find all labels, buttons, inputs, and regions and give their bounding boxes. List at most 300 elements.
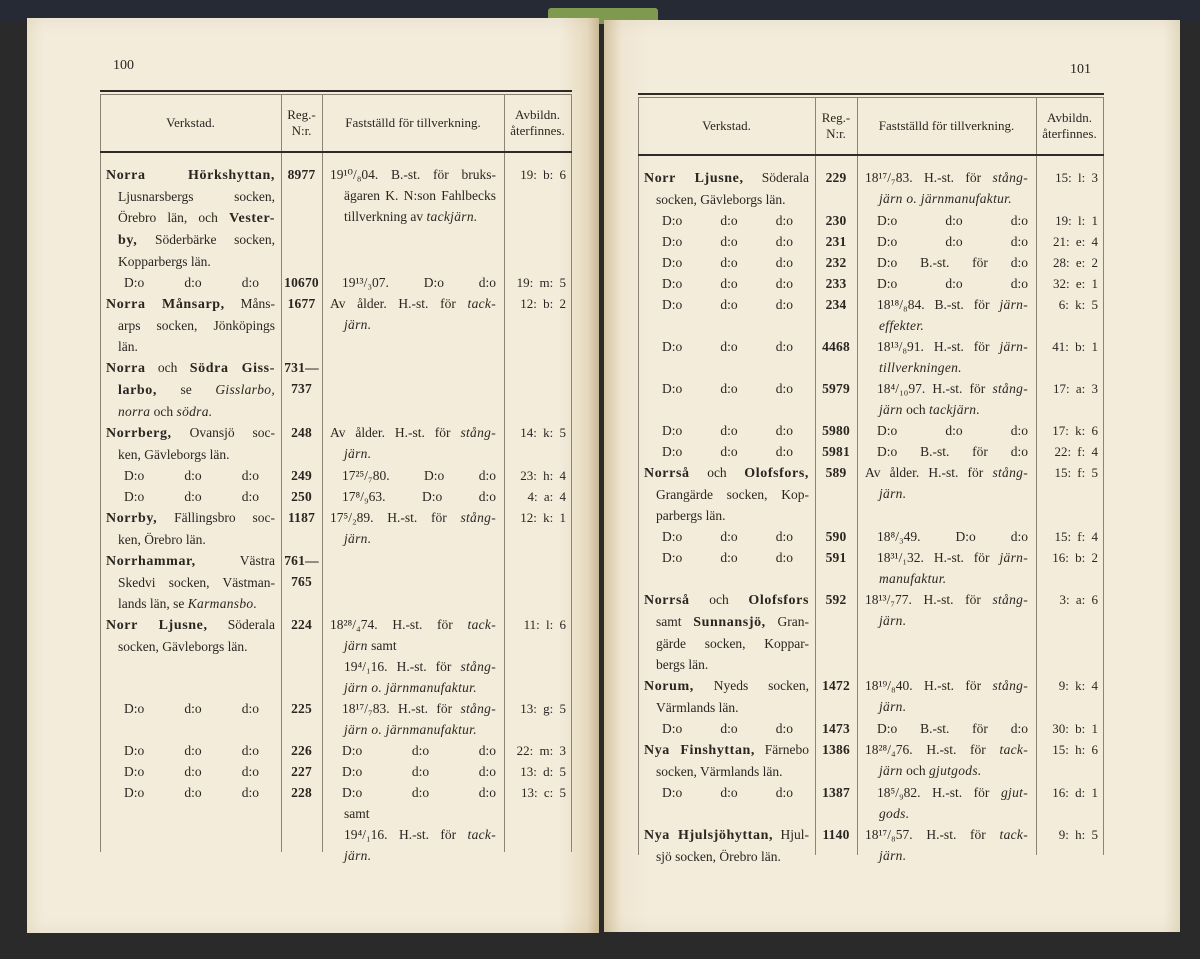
text-line: larbo, se Gisslarbo, bbox=[118, 382, 275, 398]
text-line: D:o d:o d:o bbox=[662, 529, 793, 544]
text-line: 19⁴/₁16. H.-st. för stång- bbox=[344, 659, 496, 674]
italic-text: stång- bbox=[460, 510, 496, 525]
text-line: D:o d:o d:o bbox=[662, 339, 793, 354]
cell-avbildn: 17: a: 3 bbox=[1053, 381, 1098, 396]
italic-text: stång- bbox=[992, 170, 1028, 185]
italic-text: tillverkningen. bbox=[879, 360, 962, 375]
cell-faststalld bbox=[857, 739, 1036, 782]
text-line bbox=[857, 845, 1036, 866]
text-line: 17⁸/₉63. D:o d:o bbox=[342, 489, 496, 504]
bold-name: Norra Hörkshyttan, bbox=[106, 168, 275, 183]
text-line: Norra Månsarp, Måns- bbox=[106, 296, 276, 312]
text-line: 18¹⁸/₈84. B.-st. för järn- bbox=[877, 297, 1028, 312]
text-line: 18¹³/₇77. H.-st. för stång- bbox=[865, 592, 1028, 607]
header-faststalld-label: Fastställd för tillverkning. bbox=[345, 115, 481, 130]
text-line: järn samt bbox=[344, 638, 397, 653]
cell-verkstad bbox=[100, 782, 281, 866]
reg-number: 5980 bbox=[822, 423, 850, 438]
cell-faststalld bbox=[857, 526, 1036, 547]
text-line bbox=[322, 443, 504, 464]
cell-reg-nr bbox=[815, 589, 857, 675]
italic-text: Karmansbo. bbox=[187, 596, 258, 611]
text-line: D:o B.-st. för d:o bbox=[877, 721, 1028, 736]
cell-avbildn: 21: e: 4 bbox=[1053, 234, 1098, 249]
italic-text: järn. bbox=[879, 613, 907, 628]
header-verkstad-label: Verkstad. bbox=[702, 118, 751, 133]
header-verkstad bbox=[638, 98, 815, 154]
cell-avbildn: 13: g: 5 bbox=[520, 701, 566, 716]
bold-name: Vester- bbox=[229, 211, 275, 226]
cell-reg-nr bbox=[815, 273, 857, 294]
table-row bbox=[638, 589, 1104, 675]
text-line: D:o d:o d:o bbox=[342, 764, 496, 779]
text-line: D:o d:o d:o bbox=[124, 468, 259, 483]
table-row bbox=[638, 462, 1104, 526]
reg-number: 761— bbox=[284, 553, 319, 568]
italic-text: järn. bbox=[344, 531, 372, 546]
cell-reg-nr bbox=[815, 231, 857, 252]
text-line: D:o d:o d:o bbox=[124, 743, 259, 758]
table-row bbox=[638, 210, 1104, 231]
bold-name: Norra bbox=[106, 361, 146, 376]
register-table bbox=[638, 93, 1104, 864]
cell-verkstad bbox=[638, 167, 815, 210]
cell-verkstad bbox=[638, 462, 815, 526]
cell-verkstad bbox=[638, 589, 815, 675]
italic-text: järn- bbox=[999, 297, 1028, 312]
cell-verkstad bbox=[100, 465, 281, 486]
cell-faststalld bbox=[322, 740, 504, 761]
text-line: socken, Värmlands län. bbox=[656, 764, 783, 779]
italic-text: gjut- bbox=[1001, 785, 1028, 800]
cell-avbildn: 15: f: 5 bbox=[1054, 465, 1098, 480]
bold-name: Norr Ljusne, bbox=[106, 618, 208, 633]
bold-name: Norr Ljusne, bbox=[644, 171, 744, 186]
cell-verkstad bbox=[100, 614, 281, 698]
cell-faststalld bbox=[857, 210, 1036, 231]
cell-verkstad bbox=[100, 761, 281, 782]
text-line bbox=[857, 610, 1036, 631]
bold-name: Sunnansjö, bbox=[693, 615, 766, 630]
cell-avbildn: 12: k: 1 bbox=[520, 510, 566, 525]
cell-reg-nr bbox=[281, 293, 322, 357]
text-line: D:o d:o d:o bbox=[877, 213, 1028, 228]
cell-faststalld bbox=[857, 294, 1036, 336]
cell-reg-nr bbox=[815, 210, 857, 231]
reg-number: 230 bbox=[825, 213, 847, 228]
cell-reg-nr bbox=[281, 782, 322, 866]
text-line: arps socken, Jönköpings bbox=[118, 318, 275, 333]
header-avbildn-line2: återfinnes. bbox=[510, 123, 565, 138]
text-line bbox=[857, 568, 1036, 589]
cell-avbildn: 3: a: 6 bbox=[1059, 592, 1098, 607]
cell-avbildn: 16: d: 1 bbox=[1052, 785, 1098, 800]
text-line: 18⁵/₉82. H.-st. för gjut- bbox=[877, 785, 1028, 800]
table-row bbox=[638, 378, 1104, 420]
text-line: D:o d:o d:o bbox=[124, 489, 259, 504]
table-row bbox=[100, 614, 572, 698]
reg-number: 229 bbox=[825, 170, 847, 185]
text-line: Kopparbergs län. bbox=[118, 254, 211, 269]
italic-text: stång- bbox=[460, 701, 496, 716]
header-reg bbox=[815, 98, 857, 154]
table-row bbox=[100, 507, 572, 550]
cell-verkstad bbox=[638, 378, 815, 420]
table-row bbox=[100, 782, 572, 866]
text-line: Av ålder. H.-st. för tack- bbox=[330, 296, 496, 311]
reg-number: 233 bbox=[825, 276, 847, 291]
cell-avbildn: 9: k: 4 bbox=[1058, 678, 1098, 693]
italic-text: järn. bbox=[344, 446, 372, 461]
cell-faststalld bbox=[322, 698, 504, 740]
italic-text: manufaktur. bbox=[879, 571, 947, 586]
text-line: D:o d:o d:o bbox=[124, 275, 259, 290]
italic-text: tack- bbox=[999, 742, 1028, 757]
cell-avbildn: 15: l: 3 bbox=[1055, 170, 1098, 185]
text-line: Grangärde socken, Kop- bbox=[656, 487, 809, 502]
text-line: bergs län. bbox=[656, 657, 709, 672]
italic-text: södra. bbox=[176, 404, 213, 419]
cell-avbildn: 13: d: 5 bbox=[520, 764, 566, 779]
table-row bbox=[100, 357, 572, 422]
cell-faststalld bbox=[857, 336, 1036, 378]
italic-text: tack- bbox=[467, 617, 496, 632]
italic-text: järn o. järnmanufaktur. bbox=[879, 191, 1012, 206]
cell-reg-nr bbox=[281, 272, 322, 293]
cell-verkstad bbox=[638, 547, 815, 589]
cell-faststalld bbox=[857, 252, 1036, 273]
text-line bbox=[100, 164, 281, 186]
italic-text: tackjärn. bbox=[426, 209, 478, 224]
text-line: 17⁵/₂89. H.-st. för stång- bbox=[330, 510, 496, 525]
cell-avbildn: 9: h: 5 bbox=[1058, 827, 1098, 842]
cell-verkstad bbox=[638, 252, 815, 273]
text-line: 18⁸/₃49. D:o d:o bbox=[877, 529, 1028, 544]
reg-number: 225 bbox=[291, 701, 312, 716]
italic-text: järn bbox=[879, 402, 903, 417]
cell-verkstad bbox=[100, 272, 281, 293]
cell-verkstad bbox=[100, 164, 281, 272]
cell-faststalld bbox=[857, 231, 1036, 252]
text-line: ken, Gävleborgs län. bbox=[118, 447, 230, 462]
text-line bbox=[857, 357, 1036, 378]
cell-reg-nr bbox=[815, 252, 857, 273]
cell-verkstad bbox=[100, 507, 281, 550]
italic-text: järn. bbox=[344, 848, 372, 863]
text-line: 18³¹/₁32. H.-st. för järn- bbox=[877, 550, 1028, 565]
text-line: D:o d:o d:o bbox=[124, 764, 259, 779]
table-row bbox=[100, 422, 572, 465]
italic-text: Gisslarbo, bbox=[215, 382, 275, 397]
cell-verkstad bbox=[638, 739, 815, 782]
cell-faststalld bbox=[322, 761, 504, 782]
reg-number: 248 bbox=[291, 425, 312, 440]
table-body bbox=[638, 167, 1104, 867]
cell-faststalld bbox=[322, 422, 504, 465]
table-row bbox=[100, 740, 572, 761]
cell-reg-nr bbox=[815, 336, 857, 378]
text-line: 18²⁸/₄76. H.-st. för tack- bbox=[865, 742, 1028, 757]
cell-verkstad bbox=[638, 273, 815, 294]
cell-reg-nr bbox=[815, 718, 857, 739]
reg-number: 5979 bbox=[822, 381, 850, 396]
cell-avbildn: 32: e: 1 bbox=[1053, 276, 1098, 291]
table-row bbox=[638, 547, 1104, 589]
text-line: D:o d:o d:o bbox=[662, 423, 793, 438]
cell-verkstad bbox=[100, 740, 281, 761]
text-line: D:o d:o d:o bbox=[662, 444, 793, 459]
text-line: gärde socken, Koppar- bbox=[656, 636, 809, 651]
italic-text: tack- bbox=[467, 827, 496, 842]
table-row bbox=[638, 824, 1104, 867]
cell-reg-nr bbox=[815, 739, 857, 782]
text-line: D:o d:o d:o bbox=[877, 234, 1028, 249]
table-row bbox=[638, 782, 1104, 824]
text-line: D:o d:o d:o bbox=[662, 213, 793, 228]
text-line: Nya Finshyttan, Färnebo bbox=[644, 742, 809, 758]
text-line: ken, Örebro län. bbox=[118, 532, 206, 547]
text-line: ägaren K. N:son Fahlbecks bbox=[344, 188, 496, 203]
reg-number: 1473 bbox=[822, 721, 850, 736]
cell-avbildn: 19: m: 5 bbox=[516, 275, 566, 290]
reg-number: 591 bbox=[825, 550, 847, 565]
text-line: D:o d:o d:o bbox=[877, 423, 1028, 438]
text-line: D:o B.-st. för d:o bbox=[877, 255, 1028, 270]
italic-text: stång- bbox=[992, 381, 1028, 396]
bold-name: Norra Månsarp, bbox=[106, 297, 225, 312]
text-line: Skedvi socken, Västman- bbox=[118, 575, 275, 590]
header-verkstad-label: Verkstad. bbox=[166, 115, 215, 130]
cell-faststalld bbox=[322, 507, 504, 550]
table-top-rule bbox=[100, 90, 572, 92]
cell-avbildn: 17: k: 6 bbox=[1052, 423, 1098, 438]
text-line: 18¹⁷/₇83. H.-st. för stång- bbox=[865, 170, 1028, 185]
text-line: Ljusnarsbergs socken, bbox=[118, 189, 275, 204]
cell-avbildn: 15: f: 4 bbox=[1054, 529, 1098, 544]
bold-name: Norrby, bbox=[106, 511, 158, 526]
table-top-rule bbox=[638, 93, 1104, 95]
cell-avbildn: 19: b: 6 bbox=[520, 167, 566, 182]
table-row bbox=[100, 486, 572, 507]
text-line: 19¹³/₃07. D:o d:o bbox=[342, 275, 496, 290]
italic-text: järn bbox=[344, 638, 368, 653]
page-left bbox=[27, 18, 599, 933]
cell-avbildn: 19: l: 1 bbox=[1055, 213, 1098, 228]
table-row bbox=[100, 465, 572, 486]
text-line: Norrså och Olofsfors bbox=[644, 592, 809, 608]
reg-number: 228 bbox=[291, 785, 312, 800]
text-line: järn och tackjärn. bbox=[879, 402, 981, 417]
text-line: Av ålder. H.-st. för stång- bbox=[330, 425, 496, 440]
bold-name: Nya Hjulsjöhyttan, bbox=[644, 828, 774, 843]
cell-avbildn: 30: b: 1 bbox=[1052, 721, 1098, 736]
cell-faststalld bbox=[857, 824, 1036, 867]
header-avbildn bbox=[504, 95, 571, 151]
text-line bbox=[322, 677, 504, 698]
text-line: norra och södra. bbox=[118, 404, 213, 419]
cell-avbildn: 6: k: 5 bbox=[1058, 297, 1098, 312]
cell-reg-nr bbox=[815, 167, 857, 210]
text-line bbox=[322, 845, 504, 866]
bold-name: Norrså bbox=[644, 593, 690, 608]
header-reg bbox=[281, 95, 322, 151]
text-line: D:o d:o d:o bbox=[662, 297, 793, 312]
text-line: D:o d:o d:o bbox=[662, 234, 793, 249]
text-line: D:o B.-st. för d:o bbox=[877, 444, 1028, 459]
cell-avbildn: 14: k: 5 bbox=[520, 425, 566, 440]
text-line: Norum, Nyeds socken, bbox=[644, 678, 809, 694]
text-line: Norrså och Olofsfors, bbox=[644, 465, 809, 481]
text-line: 18¹⁷/₇83. H.-st. för stång- bbox=[342, 701, 496, 716]
bold-name: by, bbox=[118, 233, 138, 248]
cell-faststalld bbox=[857, 589, 1036, 675]
cell-faststalld bbox=[322, 550, 504, 614]
cell-faststalld bbox=[857, 675, 1036, 718]
reg-number: 1386 bbox=[822, 742, 850, 757]
cell-faststalld bbox=[322, 614, 504, 698]
text-line: D:o d:o d:o bbox=[662, 721, 793, 736]
cell-verkstad bbox=[638, 718, 815, 739]
cell-verkstad bbox=[100, 486, 281, 507]
header-reg-line1: Reg.- bbox=[287, 107, 316, 122]
cell-reg-nr bbox=[281, 740, 322, 761]
table-row bbox=[100, 293, 572, 357]
reg-number: 227 bbox=[291, 764, 312, 779]
text-line: Norr Ljusne, Söderala bbox=[106, 617, 275, 633]
text-line bbox=[857, 188, 1036, 209]
cell-verkstad bbox=[638, 336, 815, 378]
cell-avbildn: 41: b: 1 bbox=[1052, 339, 1098, 354]
italic-text: tackjärn. bbox=[928, 402, 981, 417]
cell-reg-nr bbox=[815, 824, 857, 867]
bold-name: Olofsfors, bbox=[744, 466, 809, 481]
cell-verkstad bbox=[638, 675, 815, 718]
text-line bbox=[857, 803, 1036, 824]
cell-reg-nr bbox=[815, 462, 857, 526]
reg-number: 10670 bbox=[284, 275, 319, 290]
cell-reg-nr bbox=[815, 294, 857, 336]
cell-reg-nr bbox=[281, 761, 322, 782]
header-avbildn-line2: återfinnes. bbox=[1042, 126, 1097, 141]
cell-reg-nr bbox=[281, 357, 322, 422]
italic-text: stång- bbox=[992, 592, 1028, 607]
italic-text: norra bbox=[118, 404, 151, 419]
page-number: 101 bbox=[1070, 62, 1091, 77]
text-line: Örebro län, och Vester- bbox=[118, 210, 275, 226]
text-line: D:o d:o d:o bbox=[342, 785, 496, 800]
text-line: Norrhammar, Västra bbox=[106, 553, 275, 569]
cell-faststalld bbox=[857, 547, 1036, 589]
reg-number: 224 bbox=[291, 617, 312, 632]
text-line: D:o d:o d:o bbox=[662, 785, 793, 800]
cell-reg-nr bbox=[281, 698, 322, 740]
text-line: 18¹⁷/₈57. H.-st. för tack- bbox=[865, 827, 1028, 842]
cell-faststalld bbox=[857, 718, 1036, 739]
table-row bbox=[638, 675, 1104, 718]
cell-verkstad bbox=[638, 824, 815, 867]
cell-verkstad bbox=[638, 782, 815, 824]
header-avbildn-line1: Avbildn. bbox=[515, 107, 560, 122]
header-faststalld bbox=[857, 98, 1036, 154]
cell-avbildn: 13: c: 5 bbox=[521, 785, 566, 800]
italic-text: järn bbox=[879, 763, 903, 778]
text-line: 19¹⁰/₈04. B.-st. för bruks- bbox=[330, 167, 496, 182]
reg-number: 737 bbox=[291, 381, 312, 396]
header-avbildn bbox=[1036, 98, 1103, 154]
reg-number: 731— bbox=[284, 360, 319, 375]
table-row bbox=[638, 273, 1104, 294]
text-line: 19⁴/₁16. H.-st. för tack- bbox=[344, 827, 496, 842]
reg-number: 765 bbox=[291, 574, 312, 589]
text-line bbox=[857, 696, 1036, 717]
text-line: 17²⁵/₇80. D:o d:o bbox=[342, 468, 496, 483]
table-row bbox=[100, 761, 572, 782]
text-line: samt bbox=[344, 806, 370, 821]
header-reg-line2: N:r. bbox=[826, 126, 846, 141]
italic-text: gods. bbox=[879, 806, 910, 821]
text-line: Norra och Södra Giss- bbox=[106, 360, 275, 376]
text-line: Av ålder. H.-st. för stång- bbox=[865, 465, 1028, 480]
cell-reg-nr bbox=[281, 465, 322, 486]
cell-verkstad bbox=[100, 698, 281, 740]
text-line: län. bbox=[118, 339, 138, 354]
reg-number: 1140 bbox=[822, 827, 850, 842]
cell-faststalld bbox=[322, 465, 504, 486]
table-row bbox=[638, 526, 1104, 547]
cell-reg-nr bbox=[281, 486, 322, 507]
cell-verkstad bbox=[638, 420, 815, 441]
text-line bbox=[857, 315, 1036, 336]
bold-name: Olofsfors bbox=[748, 593, 809, 608]
italic-text: järn. bbox=[879, 699, 907, 714]
cell-avbildn: 12: b: 2 bbox=[520, 296, 566, 311]
cell-faststalld bbox=[857, 273, 1036, 294]
header-verkstad bbox=[100, 95, 281, 151]
bold-name: Norrhammar, bbox=[106, 554, 196, 569]
text-line bbox=[322, 314, 504, 335]
reg-number: 226 bbox=[291, 743, 312, 758]
text-line: D:o d:o d:o bbox=[662, 276, 793, 291]
text-line: socken, Gävleborgs län. bbox=[656, 192, 786, 207]
header-reg-line1: Reg.- bbox=[821, 110, 851, 125]
italic-text: gjutgods. bbox=[928, 763, 982, 778]
header-reg-line2: N:r. bbox=[291, 123, 312, 138]
text-line bbox=[322, 719, 504, 740]
italic-text: tack- bbox=[999, 827, 1028, 842]
italic-text: järn o. järnmanufaktur. bbox=[344, 722, 477, 737]
table-row bbox=[638, 336, 1104, 378]
cell-reg-nr bbox=[281, 614, 322, 698]
cell-avbildn: 28: e: 2 bbox=[1053, 255, 1098, 270]
cell-faststalld bbox=[857, 462, 1036, 526]
cell-faststalld bbox=[322, 486, 504, 507]
header-bottom-rule bbox=[638, 154, 1104, 156]
text-line: tillverkning av tackjärn. bbox=[344, 209, 478, 224]
cell-verkstad bbox=[638, 294, 815, 336]
cell-avbildn bbox=[504, 357, 572, 422]
bold-name: larbo, bbox=[118, 383, 157, 398]
bold-name: Norrberg, bbox=[106, 426, 172, 441]
header-faststalld bbox=[322, 95, 504, 151]
text-line: D:o d:o d:o bbox=[124, 701, 259, 716]
cell-reg-nr bbox=[815, 547, 857, 589]
table-row bbox=[638, 718, 1104, 739]
cell-reg-nr bbox=[815, 526, 857, 547]
register-table bbox=[100, 90, 572, 863]
header-avbildn-line1: Avbildn. bbox=[1047, 110, 1092, 125]
bold-name: Södra Giss- bbox=[189, 361, 275, 376]
text-line: 18¹⁹/₈40. H.-st. för stång- bbox=[865, 678, 1028, 693]
